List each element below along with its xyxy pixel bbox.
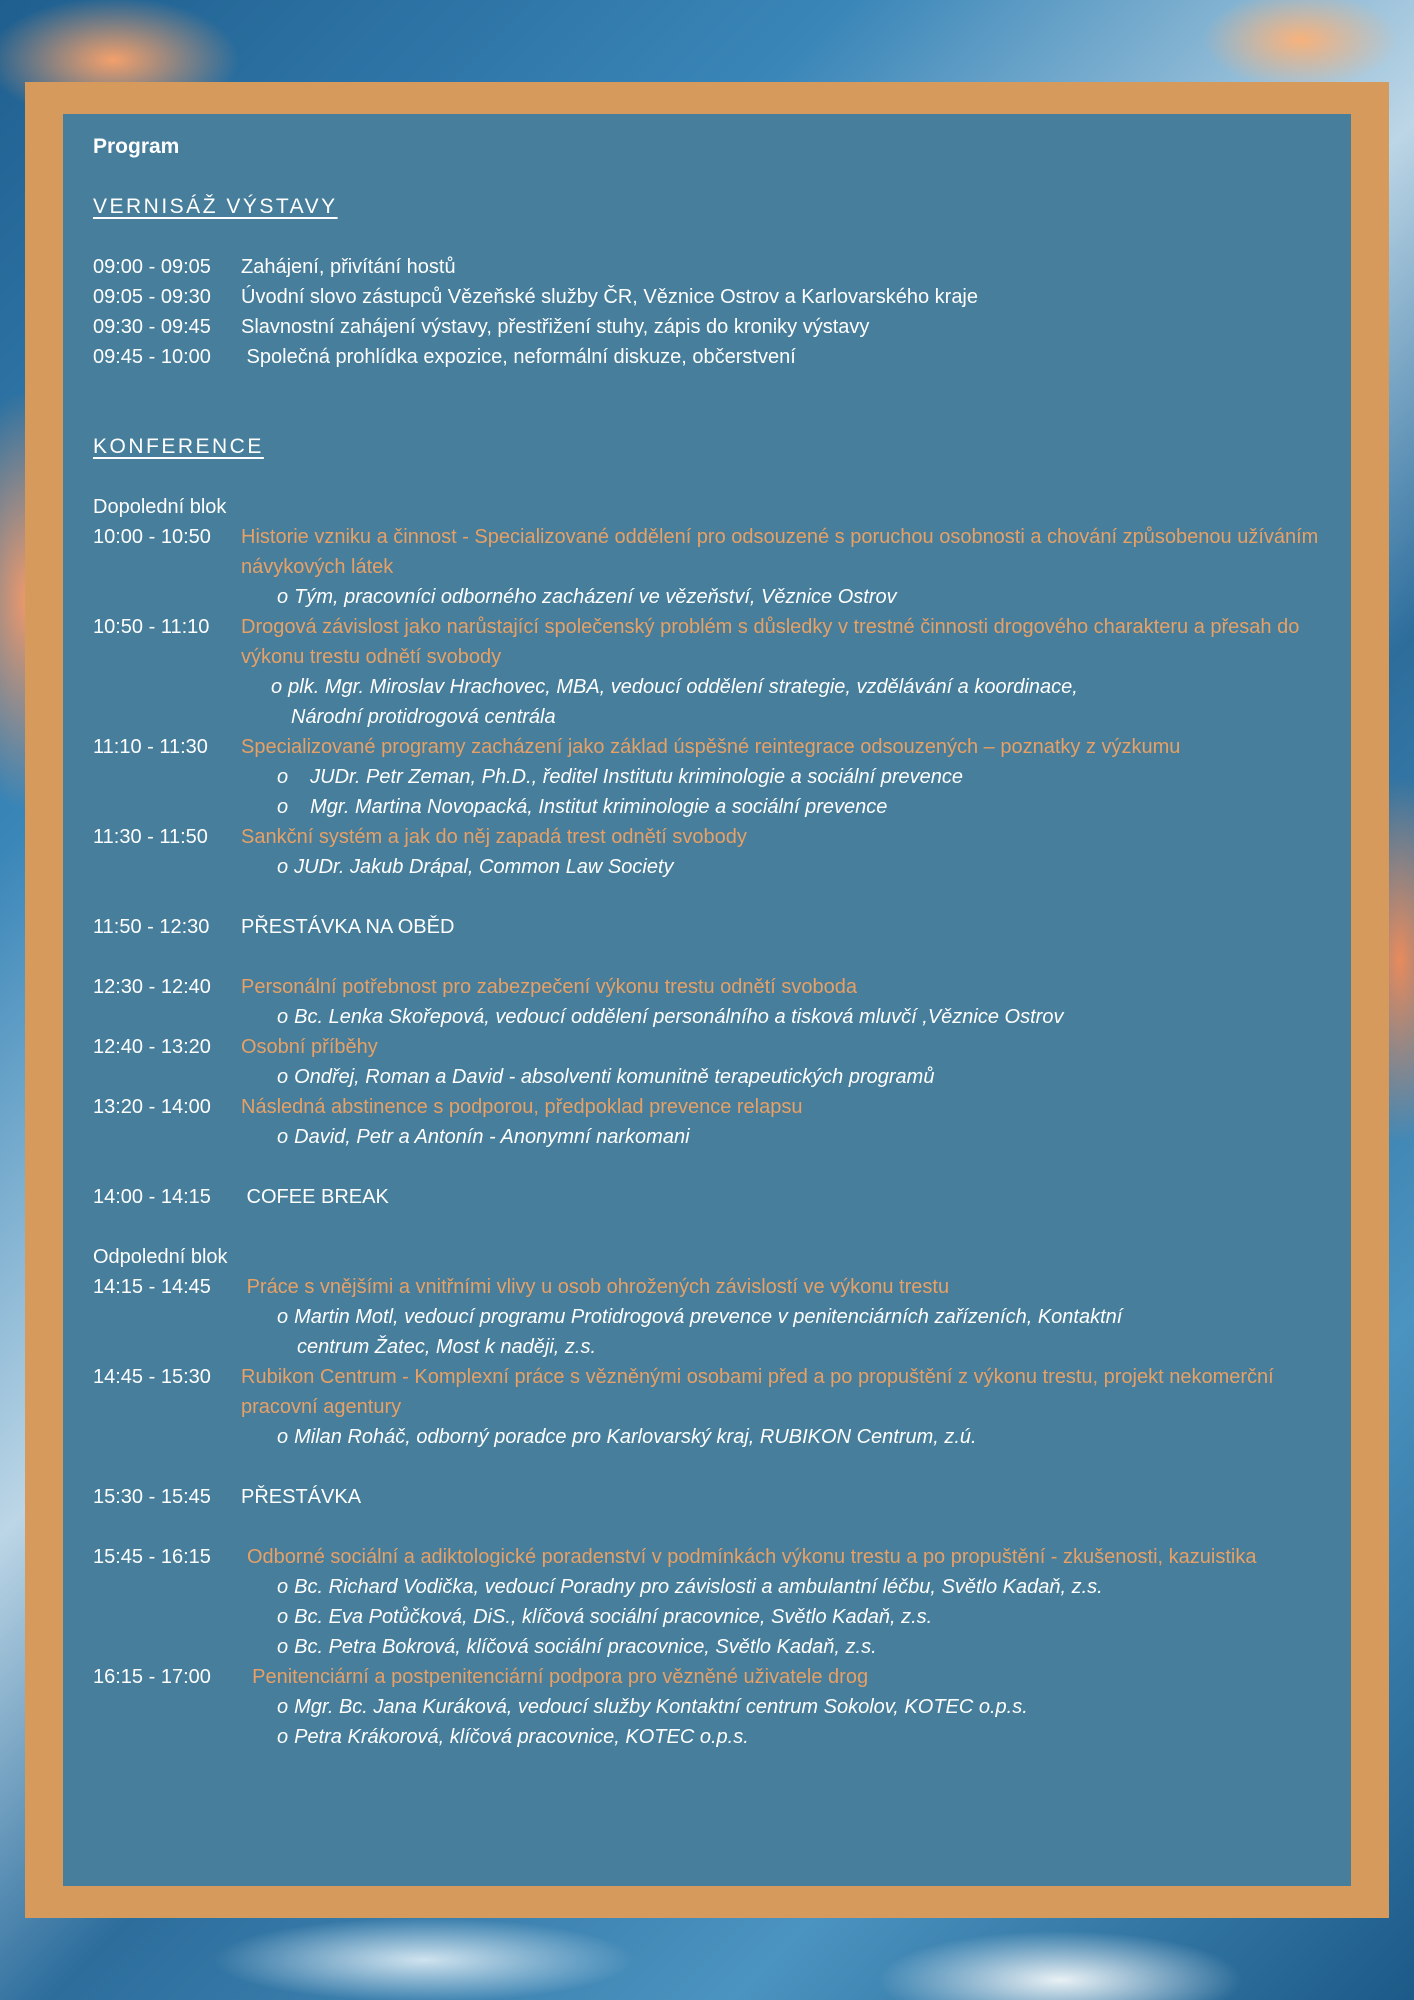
talk-title: Osobní příběhy <box>241 1036 378 1058</box>
speaker-line <box>93 1602 1321 1632</box>
speaker-line <box>93 1062 1321 1092</box>
speaker-line <box>93 1722 1321 1752</box>
schedule-row <box>93 252 1321 282</box>
time-slot: 15:45 - 16:15 <box>93 1546 211 1568</box>
talk-row <box>93 822 1321 852</box>
talk-title: Historie vzniku a činnost - Specializované oddělení pro odsouzené s poruchou osobnosti a chování způsobenou užíváním návykových látek <box>241 526 1319 578</box>
break-text: PŘESTÁVKA <box>241 1486 362 1508</box>
bullet-marker: o <box>277 1426 289 1448</box>
time-slot: 11:10 - 11:30 <box>93 736 208 758</box>
speaker-text: Milan Roháč, odborný poradce pro Karlovarský kraj, RUBIKON Centrum, z.ú. <box>294 1426 977 1448</box>
bullet-marker: o <box>277 1696 289 1718</box>
poster-frame <box>25 82 1389 1918</box>
break-row <box>93 912 1321 942</box>
speaker-line <box>93 1422 1321 1452</box>
speaker-text-continued: centrum Žatec, Most k naději, z.s. <box>297 1336 596 1358</box>
talk-title: Specializované programy zacházení jako základ úspěšné reintegrace odsouzených – poznatky z výzkumu <box>241 736 1181 758</box>
bullet-marker: o <box>271 676 283 698</box>
schedule-text: Úvodní slovo zástupců Vězeňské služby ČR, Věznice Ostrov a Karlovarského kraje <box>241 286 979 308</box>
talk-title: Drogová závislost jako narůstající společenský problém s důsledky v trestné činnosti drogového charakteru a přesah do výkonu trestu odnětí svobody <box>241 616 1300 668</box>
break-text: COFEE BREAK <box>241 1186 389 1208</box>
time-slot: 09:00 - 09:05 <box>93 256 211 278</box>
talk-row <box>93 1032 1321 1062</box>
time-slot: 16:15 - 17:00 <box>93 1666 211 1688</box>
time-slot: 10:00 - 10:50 <box>93 526 211 548</box>
speaker-line <box>93 1122 1321 1152</box>
program-title: Program <box>93 135 180 158</box>
talk-title: Rubikon Centrum - Komplexní práce s vězněnými osobami před a po propuštění z výkonu trestu, projekt nekomerční pracovní agentury <box>241 1366 1274 1418</box>
time-slot: 12:40 - 13:20 <box>93 1036 211 1058</box>
talk-row <box>93 1662 1321 1692</box>
speaker-text: Bc. Lenka Skořepová, vedoucí oddělení personálního a tisková mluvčí ,Věznice Ostrov <box>294 1006 1064 1028</box>
talk-title: Následná abstinence s podporou, předpoklad prevence relapsu <box>241 1096 803 1118</box>
speaker-text: Tým, pracovníci odborného zacházení ve vězeňství, Věznice Ostrov <box>294 586 897 608</box>
morning-block-label: Dopolední blok <box>93 496 227 518</box>
bullet-marker: o <box>277 796 289 818</box>
talk-title: Personální potřebnost pro zabezpečení výkonu trestu odnětí svoboda <box>241 976 857 998</box>
break-row <box>93 1482 1321 1512</box>
talk-row <box>93 1092 1321 1122</box>
bullet-marker: o <box>277 1606 289 1628</box>
schedule-row <box>93 282 1321 312</box>
bullet-marker: o <box>277 1306 289 1328</box>
talk-title: Penitenciární a postpenitenciární podpora pro vězněné uživatele drog <box>241 1666 869 1688</box>
talk-row <box>93 1542 1321 1572</box>
speaker-line <box>93 1692 1321 1722</box>
talk-row <box>93 1272 1321 1302</box>
speaker-text: Petra Krákorová, klíčová pracovnice, KOTEC o.p.s. <box>294 1726 749 1748</box>
speaker-line <box>93 1572 1321 1602</box>
speaker-line <box>93 1632 1321 1662</box>
talk-title: Odborné sociální a adiktologické poradenství v podmínkách výkonu trestu a po propuštění - zkušenosti, kazuistika <box>247 1546 1257 1568</box>
break-text: PŘESTÁVKA NA OBĚD <box>241 916 455 938</box>
program-content <box>93 132 1321 1752</box>
speaker-text-continued: Národní protidrogová centrála <box>291 706 556 728</box>
speaker-text: JUDr. Petr Zeman, Ph.D., ředitel Institutu kriminologie a sociální prevence <box>310 766 963 788</box>
bullet-marker: o <box>277 1576 289 1598</box>
speaker-line <box>93 582 1321 612</box>
speaker-line <box>93 792 1321 822</box>
speaker-text: Bc. Eva Potůčková, DiS., klíčová sociální pracovnice, Světlo Kadaň, z.s. <box>294 1606 933 1628</box>
talk-title: Práce s vnějšími a vnitřními vlivy u osob ohrožených závislostí ve výkonu trestu <box>241 1276 950 1298</box>
time-slot: 09:30 - 09:45 <box>93 316 211 338</box>
speaker-line <box>93 672 1321 732</box>
talk-row <box>93 612 1321 672</box>
bullet-marker: o <box>277 586 289 608</box>
speaker-text: Ondřej, Roman a David - absolventi komunitně terapeutických programů <box>294 1066 935 1088</box>
bullet-marker: o <box>277 1066 289 1088</box>
time-slot: 14:15 - 14:45 <box>93 1276 211 1298</box>
bullet-marker: o <box>277 1126 289 1148</box>
time-slot: 14:00 - 14:15 <box>93 1186 211 1208</box>
time-slot: 12:30 - 12:40 <box>93 976 211 998</box>
time-slot: 15:30 - 15:45 <box>93 1486 211 1508</box>
break-row <box>93 1182 1321 1212</box>
time-slot: 11:50 - 12:30 <box>93 916 210 938</box>
time-slot: 10:50 - 11:10 <box>93 616 210 638</box>
schedule-text: Společná prohlídka expozice, neformální diskuze, občerstvení <box>241 346 796 368</box>
afternoon-block-label: Odpolední blok <box>93 1246 228 1268</box>
vernisaz-heading: VERNISÁŽ VÝSTAVY <box>93 195 338 218</box>
speaker-text: Mgr. Bc. Jana Kuráková, vedoucí služby Kontaktní centrum Sokolov, KOTEC o.p.s. <box>294 1696 1028 1718</box>
speaker-line <box>93 1002 1321 1032</box>
bullet-marker: o <box>277 1726 289 1748</box>
time-slot: 13:20 - 14:00 <box>93 1096 211 1118</box>
bullet-marker: o <box>277 1636 289 1658</box>
time-slot: 11:30 - 11:50 <box>93 826 208 848</box>
speaker-text: Martin Motl, vedoucí programu Protidrogová prevence v penitenciárních zařízeních, Kontaktní <box>294 1306 1123 1328</box>
speaker-line <box>93 1302 1321 1362</box>
schedule-row <box>93 312 1321 342</box>
speaker-line <box>93 852 1321 882</box>
time-slot: 14:45 - 15:30 <box>93 1366 211 1388</box>
schedule-row <box>93 342 1321 372</box>
time-slot: 09:45 - 10:00 <box>93 346 211 368</box>
talk-row <box>93 732 1321 762</box>
talk-row <box>93 972 1321 1002</box>
bullet-marker: o <box>277 1006 289 1028</box>
speaker-text: David, Petr a Antonín - Anonymní narkomani <box>294 1126 690 1148</box>
speaker-text: Mgr. Martina Novopacká, Institut kriminologie a sociální prevence <box>310 796 888 818</box>
speaker-text: Bc. Richard Vodička, vedoucí Poradny pro závislosti a ambulantní léčbu, Světlo Kadaň, z.s. <box>294 1576 1103 1598</box>
speaker-text: JUDr. Jakub Drápal, Common Law Society <box>294 856 674 878</box>
bullet-marker: o <box>277 856 289 878</box>
talk-row <box>93 522 1321 582</box>
konference-heading: KONFERENCE <box>93 435 264 458</box>
speaker-text: plk. Mgr. Miroslav Hrachovec, MBA, vedoucí oddělení strategie, vzdělávání a koordinace, <box>288 676 1078 698</box>
speaker-line <box>93 762 1321 792</box>
talk-row <box>93 1362 1321 1422</box>
schedule-text: Slavnostní zahájení výstavy, přestřižení stuhy, zápis do kroniky výstavy <box>241 316 870 338</box>
talk-title: Sankční systém a jak do něj zapadá trest odnětí svobody <box>241 826 747 848</box>
bullet-marker: o <box>277 766 289 788</box>
schedule-text: Zahájení, přivítání hostů <box>241 256 456 278</box>
program-panel <box>63 114 1351 1886</box>
time-slot: 09:05 - 09:30 <box>93 286 211 308</box>
speaker-text: Bc. Petra Bokrová, klíčová sociální pracovnice, Světlo Kadaň, z.s. <box>294 1636 877 1658</box>
